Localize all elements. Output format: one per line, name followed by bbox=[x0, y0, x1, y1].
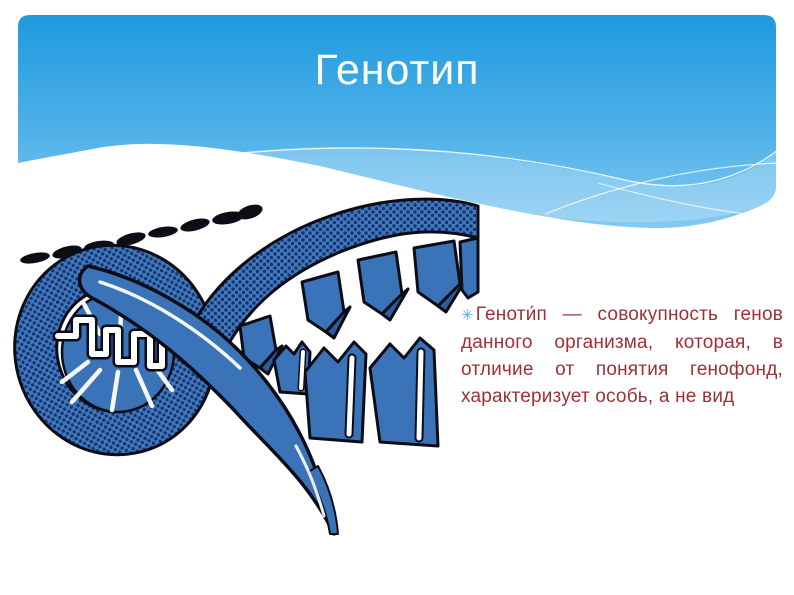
slide-title: Генотип bbox=[314, 46, 480, 94]
definition-line-4: характеризует особь, а не вид bbox=[461, 386, 735, 407]
definition-text bbox=[461, 301, 783, 410]
definition-line-1 bbox=[461, 301, 783, 329]
definition-line-2: данного организма, которая, в bbox=[461, 332, 783, 353]
definition-line-1-text: Геноти́п — совокупность генов bbox=[475, 304, 783, 325]
definition-line-3: отличие от понятия генофонд, bbox=[461, 359, 783, 380]
asterisk-bullet-icon: ✳ bbox=[461, 307, 474, 324]
dna-illustration bbox=[0, 185, 480, 595]
